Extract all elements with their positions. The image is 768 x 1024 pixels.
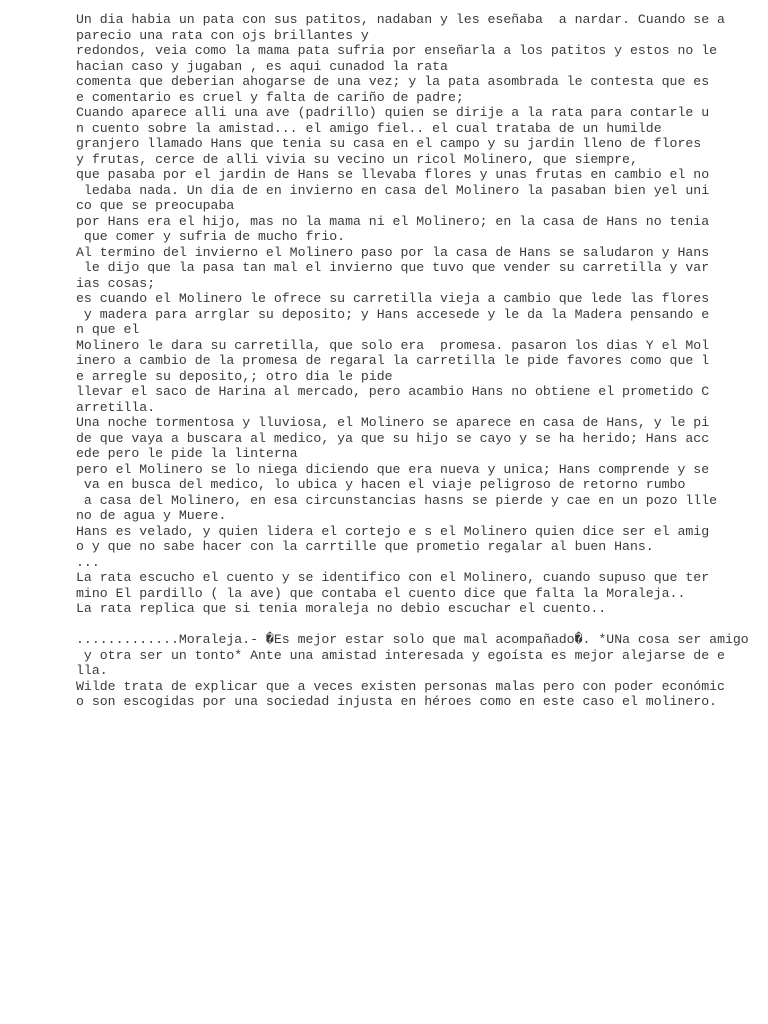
text-line: co que se preocupaba xyxy=(76,198,235,213)
text-line: e comentario es cruel y falta de cariño de padre; xyxy=(76,89,464,105)
text-line: a casa del Molinero, en esa circunstancias hasns se pierde y cae en un pozo llle xyxy=(76,492,718,508)
text-line: arretilla. xyxy=(76,399,156,415)
text-line: comenta que deberian ahogarse de una vez; y la pata asombrada le contesta que es xyxy=(76,74,710,89)
text-line: hacian caso y jugaban , es aqui cunadod la rata xyxy=(76,58,448,74)
text-line: llevar el saco de Harina al mercado, pero acambio Hans no obtiene el prometido C xyxy=(76,384,710,399)
blank-line xyxy=(76,617,756,633)
document-body xyxy=(76,12,756,710)
text-line: La rata replica que si tenia moraleja no debio escuchar el cuento.. xyxy=(76,601,607,616)
text-line: que pasaba por el jardin de Hans se llevaba flores y unas frutas en cambio el no xyxy=(76,167,710,182)
text-line: redondos, veia como la mama pata sufria por enseñarla a los patitos y estos no le xyxy=(76,43,718,58)
text-line: Cuando aparece alli una ave (padrillo) quien se dirije a la rata para contarle u xyxy=(76,105,710,120)
text-line: n que el xyxy=(76,322,140,337)
text-line: Molinero le dara su carretilla, que solo era promesa. pasaron los dias Y el Mol xyxy=(76,337,710,353)
text-line: que comer y sufria de mucho frio. xyxy=(76,229,346,244)
text-line: Una noche tormentosa y lluviosa, el Molinero se aparece en casa de Hans, y le pi xyxy=(76,415,710,430)
text-line: le dijo que la pasa tan mal el invierno que tuvo que vender su carretilla y var xyxy=(76,260,710,275)
text-line: Wilde trata de explicar que a veces existen personas malas pero con poder económic xyxy=(76,678,725,694)
text-line: n cuento sobre la amistad... el amigo fiel.. el cual trataba de un humilde xyxy=(76,120,662,136)
text-line: ede pero le pide la linterna xyxy=(76,446,298,461)
text-line: o son escogidas por una sociedad injusta en héroes como en este caso el molinero. xyxy=(76,694,718,709)
text-line: y frutas, cerce de alli vivia su vecino un ricol Molinero, que siempre, xyxy=(76,151,638,167)
text-line: de que vaya a buscara al medico, ya que su hijo se cayo y se ha herido; Hans acc xyxy=(76,430,710,446)
text-line: lla. xyxy=(76,663,108,678)
text-line: parecio una rata con ojs brillantes y xyxy=(76,27,369,43)
text-line: Un dia habia un pata con sus patitos, nadaban y les eseñaba a nardar. Cuando se a xyxy=(76,12,725,27)
text-line: va en busca del medico, lo ubica y hacen el viaje peligroso de retorno rumbo xyxy=(76,477,686,492)
text-line: por Hans era el hijo, mas no la mama ni el Molinero; en la casa de Hans no tenia xyxy=(76,213,710,229)
text-line: e arregle su deposito,; otro dia le pide xyxy=(76,368,393,384)
text-line: ledaba nada. Un dia de en invierno en casa del Molinero la pasaban bien yel uni xyxy=(76,182,710,198)
text-line: no de agua y Muere. xyxy=(76,508,227,523)
text-line: y otra ser un tonto* Ante una amistad interesada y egoísta es mejor alejarse de e xyxy=(76,647,725,663)
text-line: ... xyxy=(76,554,100,570)
moraleja-line: .............Moraleja.- �Es mejor estar solo que mal acompañado�. *UNa cosa ser amigo xyxy=(76,632,749,647)
text-line: o y que no sabe hacer con la carrtille que prometio regalar al buen Hans. xyxy=(76,539,654,554)
text-line: inero a cambio de la promesa de regaral la carretilla le pide favores como que l xyxy=(76,353,710,368)
text-line: Hans es velado, y quien lidera el cortejo e s el Molinero quien dice ser el amig xyxy=(76,523,710,539)
text-line: mino El pardillo ( la ave) que contaba el cuento dice que falta la Moraleja.. xyxy=(76,585,686,601)
text-line: es cuando el Molinero le ofrece su carretilla vieja a cambio que lede las flores xyxy=(76,291,710,306)
text-line: y madera para arrglar su deposito; y Hans accesede y le da la Madera pensando e xyxy=(76,306,710,322)
text-line: La rata escucho el cuento y se identifico con el Molinero, cuando supuso que ter xyxy=(76,570,710,585)
text-line: Al termino del invierno el Molinero paso por la casa de Hans se saludaron y Hans xyxy=(76,244,710,260)
text-line: ias cosas; xyxy=(76,275,156,291)
text-line: granjero llamado Hans que tenia su casa en el campo y su jardin lleno de flores xyxy=(76,136,702,151)
text-line: pero el Molinero se lo niega diciendo que era nueva y unica; Hans comprende y se xyxy=(76,461,710,477)
